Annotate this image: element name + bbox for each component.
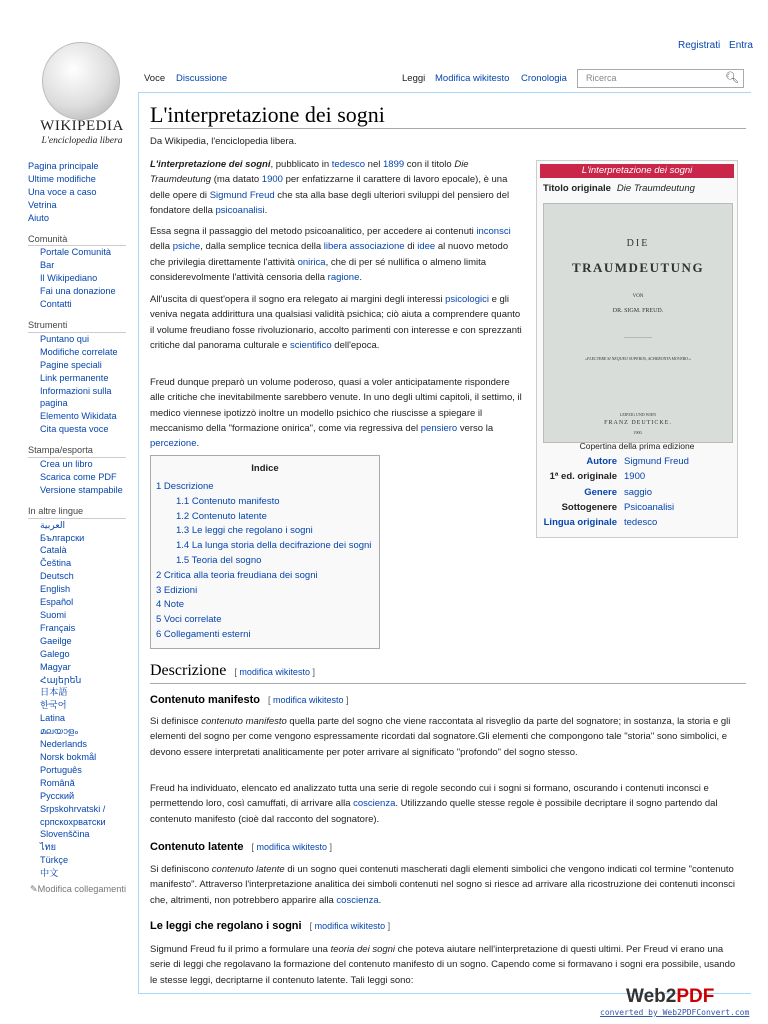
- sidebar-tool-item[interactable]: Informazioni sulla pagina: [40, 385, 112, 409]
- cover-die: DIE: [626, 238, 650, 249]
- cover-caption: Copertina della prima edizione: [579, 441, 695, 451]
- sidebar-language-item[interactable]: Suomi: [40, 610, 67, 620]
- edit-descrizione-link[interactable]: modifica wikitesto: [239, 667, 310, 677]
- sidebar-language-item[interactable]: Čeština: [40, 558, 72, 569]
- edit-latente-link[interactable]: modifica wikitesto: [256, 842, 328, 852]
- link-psicologici[interactable]: psicologici: [445, 294, 489, 305]
- sidebar-languages: [28, 519, 136, 880]
- toc-item[interactable]: 1.2 Contenuto latente: [176, 510, 267, 522]
- link-pensiero[interactable]: pensiero: [420, 422, 458, 434]
- sidebar-tool-item[interactable]: Link permanente: [40, 372, 109, 383]
- sidebar-print-item[interactable]: Scarica come PDF: [40, 471, 117, 482]
- sidebar-language-item[interactable]: 日本語: [40, 687, 68, 698]
- sidebar-tool-item[interactable]: Elemento Wikidata: [40, 411, 117, 422]
- sidebar-language-item[interactable]: Galego: [40, 648, 70, 659]
- sidebar-language-item[interactable]: Português: [40, 764, 82, 775]
- search-input[interactable]: [577, 69, 744, 88]
- toc-item[interactable]: 1.3 Le leggi che regolano i sogni: [176, 525, 313, 537]
- sidebar-tool-item[interactable]: Modifiche correlate: [40, 346, 118, 357]
- toc-item[interactable]: 2 Critica alla teoria freudiana dei sogni: [156, 569, 318, 581]
- infobox-original-title: Titolo originale Die Traumdeutung: [543, 183, 695, 194]
- register-link[interactable]: Registrati: [678, 40, 721, 51]
- sidebar-header-community: Comunità: [28, 233, 126, 247]
- sidebar-language-item[interactable]: Gaeilge: [40, 635, 72, 646]
- link-tedesco[interactable]: tedesco: [331, 159, 366, 170]
- sidebar-nav-item[interactable]: Una voce a caso: [28, 186, 97, 197]
- toc-title: Indice: [251, 463, 279, 474]
- sidebar-community-item[interactable]: Portale Comunità: [40, 247, 111, 258]
- toc-item[interactable]: 4 Note: [156, 599, 184, 611]
- wikipedia-logo[interactable]: [28, 42, 136, 150]
- sidebar-language-item[interactable]: മലയാളം: [40, 726, 79, 737]
- heading-leggi-sogni: Le leggi che regolano i sogni [ modifica wikitesto ]: [150, 920, 391, 932]
- cover-place: LEIPZIG UND WIEN: [619, 412, 657, 417]
- cover-von: VON: [632, 294, 644, 299]
- sidebar-community-item[interactable]: Bar: [40, 260, 55, 271]
- sidebar-language-item[interactable]: Norsk bokmål: [40, 751, 97, 762]
- sidebar-language-item[interactable]: 中文: [40, 868, 59, 879]
- sidebar-language-item[interactable]: Slovenščina: [40, 829, 90, 840]
- web2pdf-watermark: [598, 986, 768, 1024]
- sidebar-tool-item[interactable]: Pagine speciali: [40, 359, 102, 370]
- link-sigmund-freud[interactable]: Sigmund Freud: [209, 189, 275, 201]
- link-ragione[interactable]: ragione: [327, 271, 360, 283]
- link-onirica[interactable]: onirica: [297, 256, 326, 268]
- heading-divider: [150, 683, 746, 684]
- link-inconsci[interactable]: inconsci: [476, 226, 511, 237]
- toc-item[interactable]: 1.5 Teoria del sogno: [176, 554, 262, 566]
- link-coscienza[interactable]: coscienza: [353, 798, 396, 810]
- sidebar-community-item[interactable]: Fai una donazione: [40, 286, 116, 297]
- search-placeholder: Ricerca: [586, 73, 617, 83]
- logo-wordmark: WIKIPEDIA: [40, 118, 124, 134]
- sidebar-language-item[interactable]: Deutsch: [40, 571, 74, 582]
- sidebar-language-item[interactable]: Русский: [40, 790, 75, 801]
- manifesto-paragraph-2: Freud ha individuato, elencato ed analizzato tutta una serie di regole secondo cui i sogni si formano, oscurando i contenuti inconsci e permettendo loro, così camuffati, di arrivare alla coscienza. Utilizzando quelle stesse regole è possibile decriptare il sogno partendo dal contenuto manifesto (cioè dal racconto del sognatore).: [150, 783, 718, 825]
- title-divider: [150, 128, 746, 129]
- sidebar-language-item[interactable]: Magyar: [40, 661, 71, 672]
- sidebar-tool-item[interactable]: Puntano qui: [40, 333, 90, 344]
- sidebar-language-item[interactable]: Nederlands: [40, 739, 87, 750]
- sidebar-header-print: Stampa/esporta: [28, 444, 126, 458]
- toc-item[interactable]: 6 Collegamenti esterni: [156, 628, 251, 640]
- intro-paragraph-1: L'interpretazione dei sogni, pubblicato in tedesco nel 1899 con il titolo Die Traumdeutung (ma datato 1900 per enfatizzarne il carattere di lavoro epocale), è una delle opere di Sigmund Freud che sta alla base degli ulteriori sviluppi del pensiero del fondatore della psicoanalisi.: [150, 159, 510, 216]
- sidebar-community: [28, 246, 136, 311]
- manifesto-paragraph-1: Si definisce contenuto manifesto quella parte del sogno che viene raccontata al risveglio da parte del sognatore; in sostanza, la storia e gli elementi del sogno per come vengono espressamente ricordati dal sognatore.Gli elementi che compongono tale "storia" sono simbolici, e devono essere interpretati analiticamente per poter arrivare al significato "profondo" del sogno stesso.: [150, 716, 731, 758]
- page-title: L'interpretazione dei sogni: [150, 102, 385, 127]
- heading-contenuto-manifesto: Contenuto manifesto [ modifica wikitesto ]: [150, 694, 349, 706]
- site-tagline: Da Wikipedia, l'enciclopedia libera.: [150, 136, 297, 147]
- sidebar-community-item[interactable]: Contatti: [40, 299, 72, 310]
- heading-contenuto-latente: Contenuto latente [ modifica wikitesto ]: [150, 841, 333, 853]
- sidebar-header-languages: In altre lingue: [28, 505, 126, 519]
- sidebar-navigation: [28, 160, 136, 225]
- tab-voce[interactable]: Voce: [140, 70, 169, 88]
- sidebar-language-item[interactable]: Français: [40, 622, 76, 633]
- sidebar-language-item[interactable]: Български: [40, 532, 85, 543]
- sidebar-nav-item[interactable]: Pagina principale: [28, 161, 99, 171]
- edit-links-link[interactable]: ✎Modifica collegamenti: [29, 884, 126, 895]
- toc-item[interactable]: 3 Edizioni: [156, 584, 198, 596]
- infobox-header: L'interpretazione dei sogni: [540, 164, 734, 178]
- cover-title: TRAUMDEUTUNG: [571, 260, 705, 275]
- tab-discussione[interactable]: Discussione: [176, 73, 228, 84]
- puzzle-globe-icon: [42, 42, 120, 120]
- link-libera-associazione[interactable]: libera associazione: [323, 241, 405, 253]
- link-idee[interactable]: idee: [417, 241, 436, 253]
- intro-paragraph-4: Freud dunque preparò un volume poderoso, quasi a voler anticipatamente rispondere alle critiche che inevitabilmente sarebbero venute. In uno degli ultimi capitoli, il settimo, il medico viennese ipotizzò inoltre un modello psichico che riuscisse a spiegare il meccanismo della "formazione onirica", come via regressiva del pensiero verso la percezione.: [150, 377, 522, 450]
- sidebar-language-item[interactable]: English: [40, 584, 71, 595]
- link-percezione[interactable]: percezione: [150, 438, 197, 450]
- sidebar-language-item[interactable]: Español: [40, 597, 74, 608]
- tab-modifica-wikitesto[interactable]: Modifica wikitesto: [435, 73, 510, 84]
- link-psiche[interactable]: psiche: [172, 241, 201, 253]
- latente-paragraph: Si definiscono contenuto latente di un sogno quei contenuti mascherati dagli elementi simbolici che vengono indicati col termine "contenuto manifesto". Attraverso l'interpretazione analitica dei simboli contenuti nel sogno si riesce ad arrivare alla ricostruzione dei contenuti inconsci che, altrimenti, non potrebbero apparire alla coscienza.: [150, 864, 735, 906]
- sidebar-print-item[interactable]: Crea un libro: [40, 459, 93, 470]
- pencil-icon: ✎: [29, 884, 38, 895]
- cover-author: DR. SIGM. FREUD.: [612, 308, 664, 314]
- login-link[interactable]: Entra: [729, 40, 753, 51]
- sidebar-language-item[interactable]: Srpskohrvatski / српскохрватски: [40, 803, 106, 827]
- cover-motto: »FLECTERE SI NEQUEO SUPEROS, ACHERONTA MOVEBO.«: [584, 356, 692, 361]
- link-psicoanalisi[interactable]: psicoanalisi: [215, 204, 265, 216]
- intro-paragraph-2: Essa segna il passaggio del metodo psicoanalitico, per accedere ai contenuti inconsci della psiche, dalla semplice tecnica della libera associazione di idee al nuovo metodo che privilegia direttamente l'attività onirica, che di per sé nullifica o almeno limita considerevolmente l'attività censoria della ragione.: [150, 226, 511, 283]
- sidebar-tools: [28, 333, 136, 436]
- tab-cronologia[interactable]: Cronologia: [521, 73, 567, 84]
- personal-links: [672, 40, 753, 51]
- tab-leggi[interactable]: Leggi: [398, 70, 429, 88]
- sidebar-nav-item[interactable]: Vetrina: [28, 199, 57, 210]
- sidebar-header-tools: Strumenti: [28, 319, 126, 333]
- toc-item[interactable]: 1.4 La lunga storia della decifrazione dei sogni: [176, 540, 372, 552]
- sidebar-language-item[interactable]: ไทย: [40, 842, 57, 853]
- link-1900[interactable]: 1900: [261, 174, 283, 186]
- cover-publisher: FRANZ DEUTICKE.: [604, 420, 672, 426]
- sidebar-language-item[interactable]: Română: [40, 777, 75, 788]
- leggi-paragraph: Sigmund Freud fu il primo a formulare una teoria dei sogni che poteva aiutare nell'interpretazione di questi ultimi. Per Freud vi erano una serie di leggi che regolavano la formazione del contenuto manifesto di un sogno. Capendo come si formavano i sogni era possibile, usando le stesse leggi, decriptarne il contenuto latente. Tali leggi sono:: [150, 944, 736, 986]
- logo-tagline: L'enciclopedia libera: [41, 136, 123, 146]
- sidebar-print: [28, 458, 136, 497]
- link-coscienza-2[interactable]: coscienza: [336, 894, 379, 906]
- search-icon[interactable]: 🔍︎: [725, 72, 739, 84]
- sidebar-language-item[interactable]: العربية: [40, 519, 66, 530]
- cover-rule: ———————: [624, 334, 652, 339]
- link-1899[interactable]: 1899: [383, 159, 405, 170]
- sidebar-tool-item[interactable]: Cita questa voce: [40, 424, 109, 435]
- web2pdf-logo: Web2PDF: [626, 986, 715, 1007]
- heading-descrizione: Descrizione [ modifica wikitesto ]: [150, 662, 315, 679]
- sidebar-language-item[interactable]: 한국어: [40, 700, 67, 711]
- intro-paragraph-3: All'uscita di quest'opera il sogno era relegato ai margini degli interessi psicologici e gli veniva negata addirittura una qualsiasi validità psichica; ciò aiuta a comprendere quanto il volume freudiano fosse rivoluzionario, accolto parimenti con interesse e con sprezzanti critiche dal panorama culturale e scientifico dell'epoca.: [150, 294, 522, 351]
- link-scientifico[interactable]: scientifico: [289, 339, 332, 351]
- sidebar-language-item[interactable]: Latina: [40, 713, 66, 724]
- edit-manifesto-link[interactable]: modifica wikitesto: [273, 695, 344, 705]
- web2pdf-link[interactable]: converted by Web2PDFConvert.com: [600, 1008, 750, 1017]
- sidebar-nav-item[interactable]: Ultime modifiche: [28, 173, 96, 184]
- sidebar-nav-item[interactable]: Aiuto: [28, 212, 49, 223]
- sidebar-language-item[interactable]: Türkçe: [40, 855, 69, 866]
- toc-item[interactable]: 5 Voci correlate: [156, 614, 222, 626]
- sidebar-community-item[interactable]: Il Wikipediano: [40, 273, 98, 284]
- sidebar-language-item[interactable]: Català: [40, 545, 67, 556]
- sidebar-language-item[interactable]: Հայերեն: [40, 674, 82, 685]
- toc-item[interactable]: 1 Descrizione: [156, 481, 214, 492]
- infobox: L'interpretazione dei sogni Titolo originale Die Traumdeutung DIE TRAUMDEUTUNG VON DR. SIGM. FREUD. ——————— »FLECTERE SI NEQUEO SUPEROS, ACHERONTA MOVEBO.« LEIPZIG UND WIEN FRANZ DEUTICKE. 1900. Copertina della prima edizione Autore Sigmund Freud 1ª ed. originale 1900 Genere saggio Sottogenere Psicoanalisi Lingua originale tedesco: [536, 160, 738, 538]
- edit-leggi-link[interactable]: modifica wikitesto: [314, 921, 386, 931]
- toc-list: [156, 480, 371, 643]
- cover-year: 1900.: [633, 430, 643, 435]
- sidebar-print-item[interactable]: Versione stampabile: [40, 484, 123, 495]
- toc-item[interactable]: 1.1 Contenuto manifesto: [176, 495, 280, 507]
- table-of-contents: [150, 455, 380, 649]
- book-cover-image[interactable]: [543, 203, 733, 443]
- sidebar: [28, 160, 136, 894]
